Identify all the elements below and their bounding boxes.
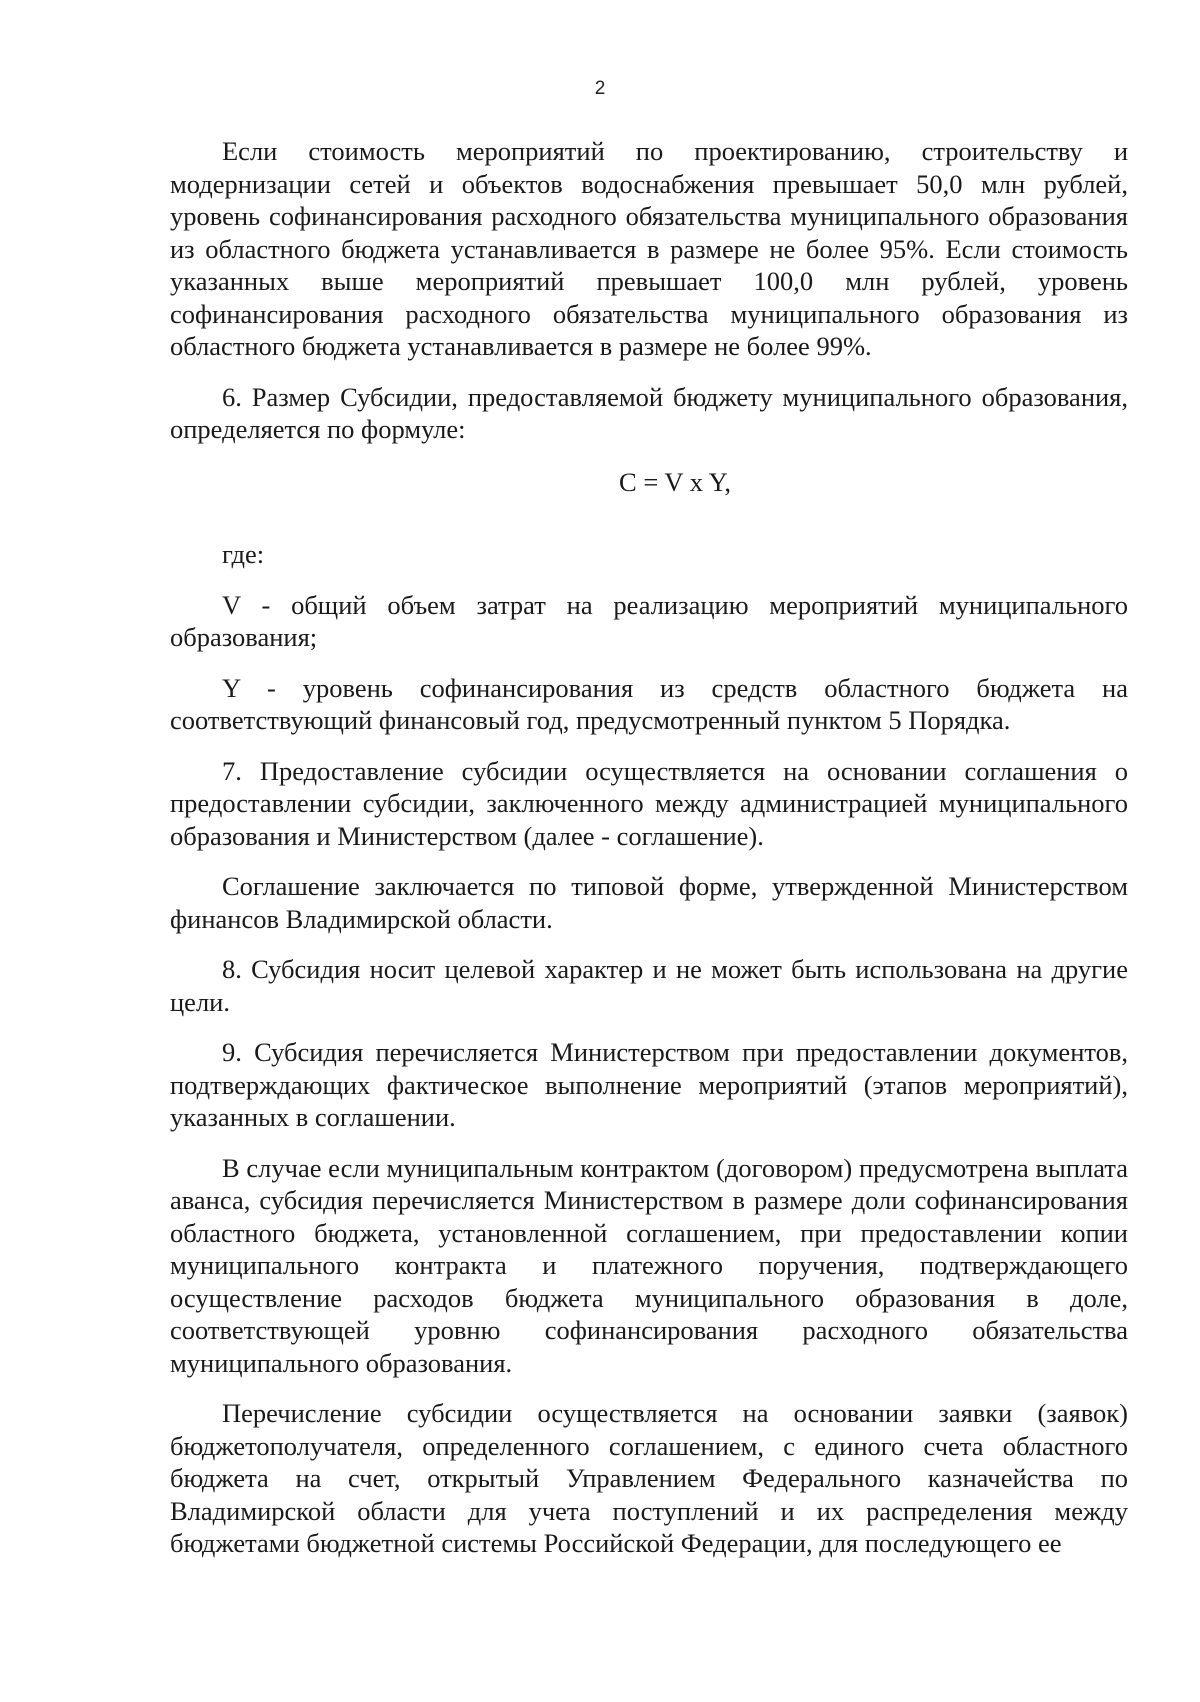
definition-y: Y - уровень софинансирования из средств областного бюджета на соответствующий финансовый год, предусмотренный пунктом 5 Порядка. <box>170 672 1128 735</box>
paragraph-transfer-procedure: Перечисление субсидии осуществляется на основании заявки (заявок) бюджетополучателя, определенного соглашением, с единого счета областного бюджета на счет, открытый Управлением Федерального казначейства по Владимирской области для учета поступлений и их распределения между бюджетами бюджетной системы Российской Федерации, для последующего ее <box>170 1398 1128 1558</box>
paragraph-item-6: 6. Размер Субсидии, предоставляемой бюджету муниципального образования, определяется по формуле: <box>170 381 1128 444</box>
formula-where-label: где: <box>222 539 265 569</box>
paragraph-cofinancing-levels: Если стоимость мероприятий по проектированию, строительству и модернизации сетей и объектов водоснабжения превышает 50,0 млн рублей, уровень софинансирования расходного обязательства муниципального образования из областного бюджета устанавливается в размере не более 95%. Если стоимость указанных выше мероприятий превышает 100,0 млн рублей, уровень софинансирования расходного обязательства муниципального образования из областного бюджета устанавливается в размере не более 99%. <box>170 136 1128 361</box>
definition-v: V - общий объем затрат на реализацию мероприятий муниципального образования; <box>170 589 1128 652</box>
paragraph-advance-payment: В случае если муниципальным контрактом (договором) предусмотрена выплата аванса, субсидия перечисляется Министерством в размере доли софинансирования областного бюджета, установленной соглашением, при предоставлении копии муниципального контракта и платежного поручения, подтверждающего осуществление расходов бюджета муниципального образования в доле, соответствующей уровню софинансирования расходного обязательства муниципального образования. <box>170 1152 1128 1378</box>
subsidy-formula: C = V x Y, <box>619 466 731 497</box>
page-number: 2 <box>594 78 606 99</box>
paragraph-item-8: 8. Субсидия носит целевой характер и не может быть использована на другие цели. <box>170 954 1128 1017</box>
paragraph-item-7: 7. Предоставление субсидии осуществляется на основании соглашения о предоставлении субсидии, заключенного между администрацией муниципального образования и Министерством (далее - соглашение). <box>170 755 1128 851</box>
paragraph-item-9: 9. Субсидия перечисляется Министерством при предоставлении документов, подтверждающих фактическое выполнение мероприятий (этапов мероприятий), указанных в соглашении. <box>170 1037 1128 1132</box>
paragraph-agreement-form: Соглашение заключается по типовой форме, утвержденной Министерством финансов Владимирской области. <box>170 871 1128 934</box>
document-body <box>170 135 1128 1560</box>
